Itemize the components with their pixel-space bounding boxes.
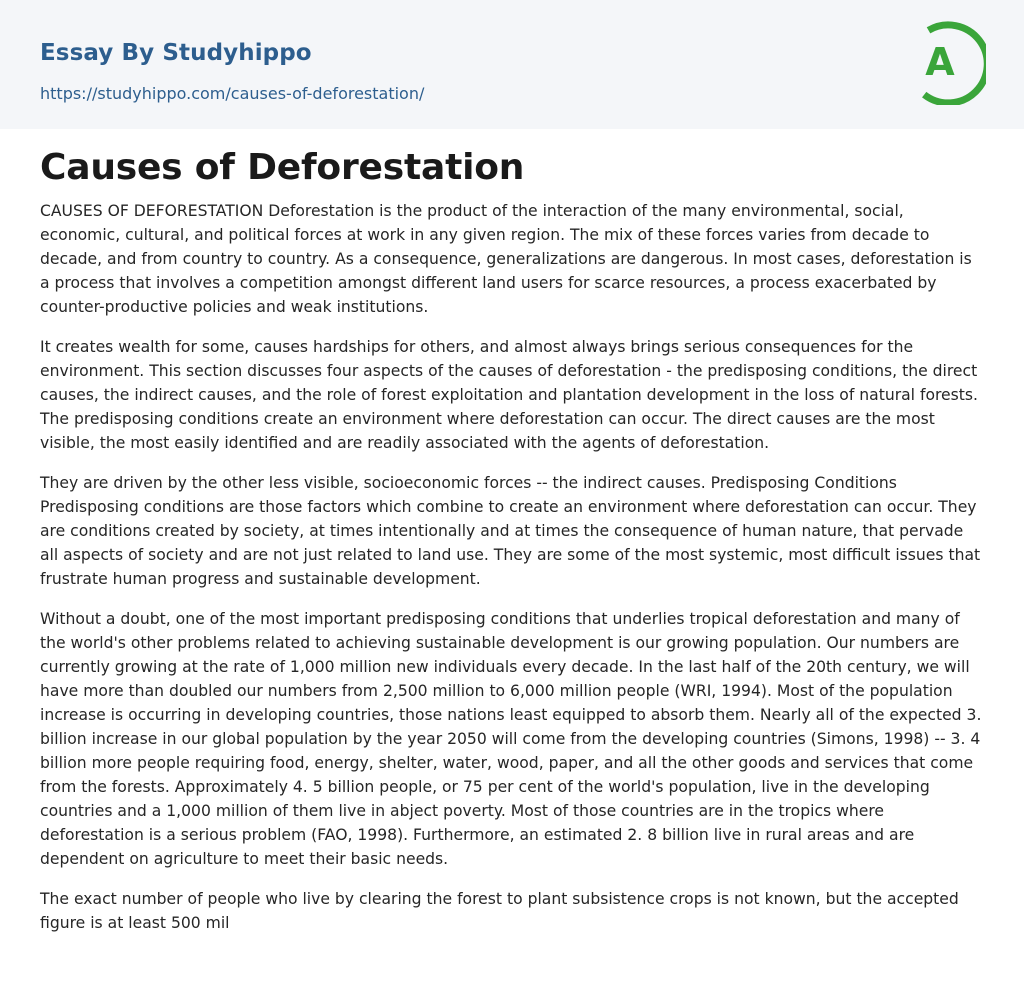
studyhippo-logo-icon[interactable] bbox=[912, 19, 986, 105]
logo-letter: A bbox=[925, 40, 955, 84]
essay-url-link[interactable]: https://studyhippo.com/causes-of-deforestation/ bbox=[40, 84, 425, 103]
article bbox=[40, 144, 986, 951]
essay-paragraph: They are driven by the other less visible, socioeconomic forces -- the indirect causes. Predisposing Conditions Predisposing conditions are those factors which combine to create an environment where deforestation can occur. They are conditions created by society, at times intentionally and at times the consequence of human nature, that pervade all aspects of society and are not just related to land use. They are some of the most systemic, most difficult issues that frustrate human progress and sustainable development. bbox=[40, 474, 981, 588]
essay-paragraph: CAUSES OF DEFORESTATION Deforestation is the product of the interaction of the many environmental, social, economic, cultural, and political forces at work in any given region. The mix of these forces varies from decade to decade, and from country to country. As a consequence, generalizations are dangerous. In most cases, deforestation is a process that involves a competition amongst different land users for scarce resources, a process exacerbated by counter-productive policies and weak institutions. bbox=[40, 202, 972, 316]
site-brand[interactable]: Essay By Studyhippo bbox=[40, 40, 312, 66]
essay-title: Causes of Deforestation bbox=[40, 147, 525, 188]
site-header bbox=[0, 0, 1024, 129]
essay-paragraph: It creates wealth for some, causes hardships for others, and almost always brings serious consequences for the environment. This section discusses four aspects of the causes of deforestation - the predisposing conditions, the direct causes, the indirect causes, and the role of forest exploitation and plantation development in the loss of natural forests. The predisposing conditions create an environment where deforestation can occur. The direct causes are the most visible, the most easily identified and are readily associated with the agents of deforestation. bbox=[40, 338, 978, 452]
essay-paragraph: The exact number of people who live by clearing the forest to plant subsistence crops is not known, but the accepted figure is at least 500 mil bbox=[40, 890, 959, 932]
essay-paragraph: Without a doubt, one of the most important predisposing conditions that underlies tropical deforestation and many of the world's other problems related to achieving sustainable development is our growing population. Our numbers are currently growing at the rate of 1,000 million new individuals every decade. In the last half of the 20th century, we will have more than doubled our numbers from 2,500 million to 6,000 million people (WRI, 1994). Most of the population increase is occurring in developing countries, those nations least equipped to absorb them. Nearly all of the expected 3. billion increase in our global population by the year 2050 will come from the developing countries (Simons, 1998) -- 3. 4 billion more people requiring food, energy, shelter, water, wood, paper, and all the other goods and services that come from the forests. Approximately 4. 5 billion people, or 75 per cent of the world's population, live in the developing countries and a 1,000 million of them live in abject poverty. Most of those countries are in the tropics where deforestation is a serious problem (FAO, 1998). Furthermore, an estimated 2. 8 billion live in rural areas and are dependent on agriculture to meet their basic needs. bbox=[40, 610, 982, 868]
